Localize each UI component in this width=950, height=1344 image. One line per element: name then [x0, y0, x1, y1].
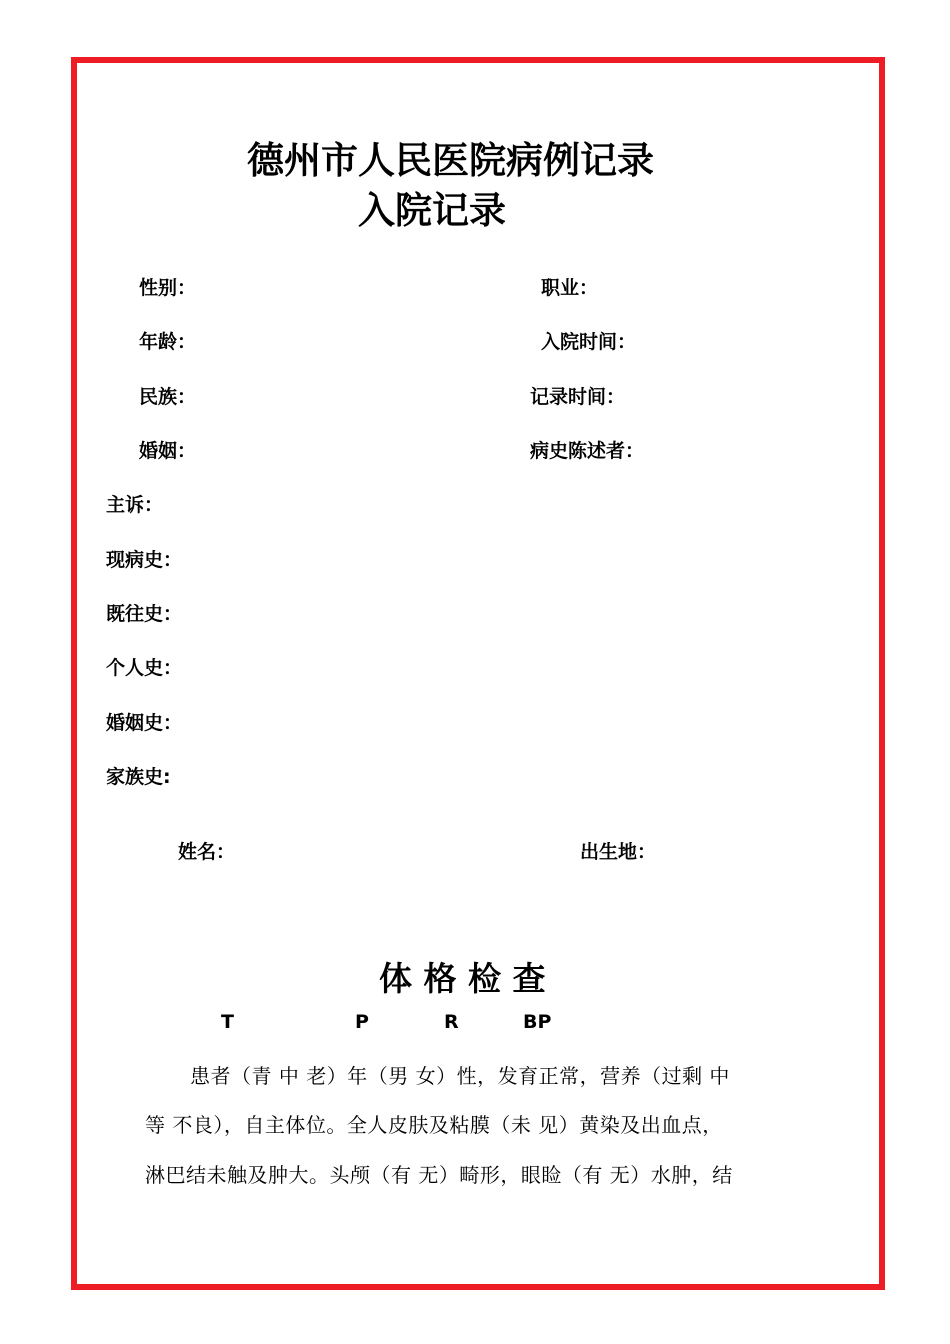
vital-pulse-label: P: [355, 1011, 369, 1033]
vital-temperature-label: T: [221, 1011, 234, 1033]
age-label: 年龄：: [139, 331, 197, 353]
family-history-label: 家族史:: [106, 766, 171, 788]
exam-text-line: 患者（青 中 老）年（男 女）性，发育正常，营养（过剩 中: [190, 1064, 730, 1088]
chief-complaint-label: 主诉：: [106, 494, 164, 516]
exam-text-line: 等 不良），自主体位。全人皮肤及粘膜（未 见）黄染及出血点，: [145, 1113, 723, 1137]
gender-label: 性别：: [139, 277, 197, 299]
record-time-label: 记录时间：: [530, 386, 626, 408]
physical-exam-title: 体 格 检 查: [379, 959, 546, 998]
present-illness-label: 现病史：: [106, 549, 183, 571]
past-history-label: 既往史：: [106, 603, 183, 625]
page-border-frame: [71, 57, 885, 1290]
marriage-label: 婚姻：: [139, 440, 197, 462]
exam-text-line: 淋巴结未触及肿大。头颅（有 无）畸形，眼睑（有 无）水肿，结: [145, 1163, 733, 1187]
personal-history-label: 个人史：: [106, 657, 183, 679]
name-label: 姓名：: [178, 841, 236, 863]
birthplace-label: 出生地：: [580, 841, 657, 863]
history-narrator-label: 病史陈述者：: [530, 440, 645, 462]
vital-blood-pressure-label: BP: [523, 1011, 552, 1033]
vital-respiration-label: R: [444, 1011, 459, 1033]
document-title: 德州市人民医院病例记录: [247, 139, 654, 182]
occupation-label: 职业：: [541, 277, 599, 299]
admission-time-label: 入院时间：: [541, 331, 637, 353]
document-subtitle: 入院记录: [358, 189, 506, 232]
ethnicity-label: 民族：: [139, 386, 197, 408]
marital-history-label: 婚姻史：: [106, 712, 183, 734]
